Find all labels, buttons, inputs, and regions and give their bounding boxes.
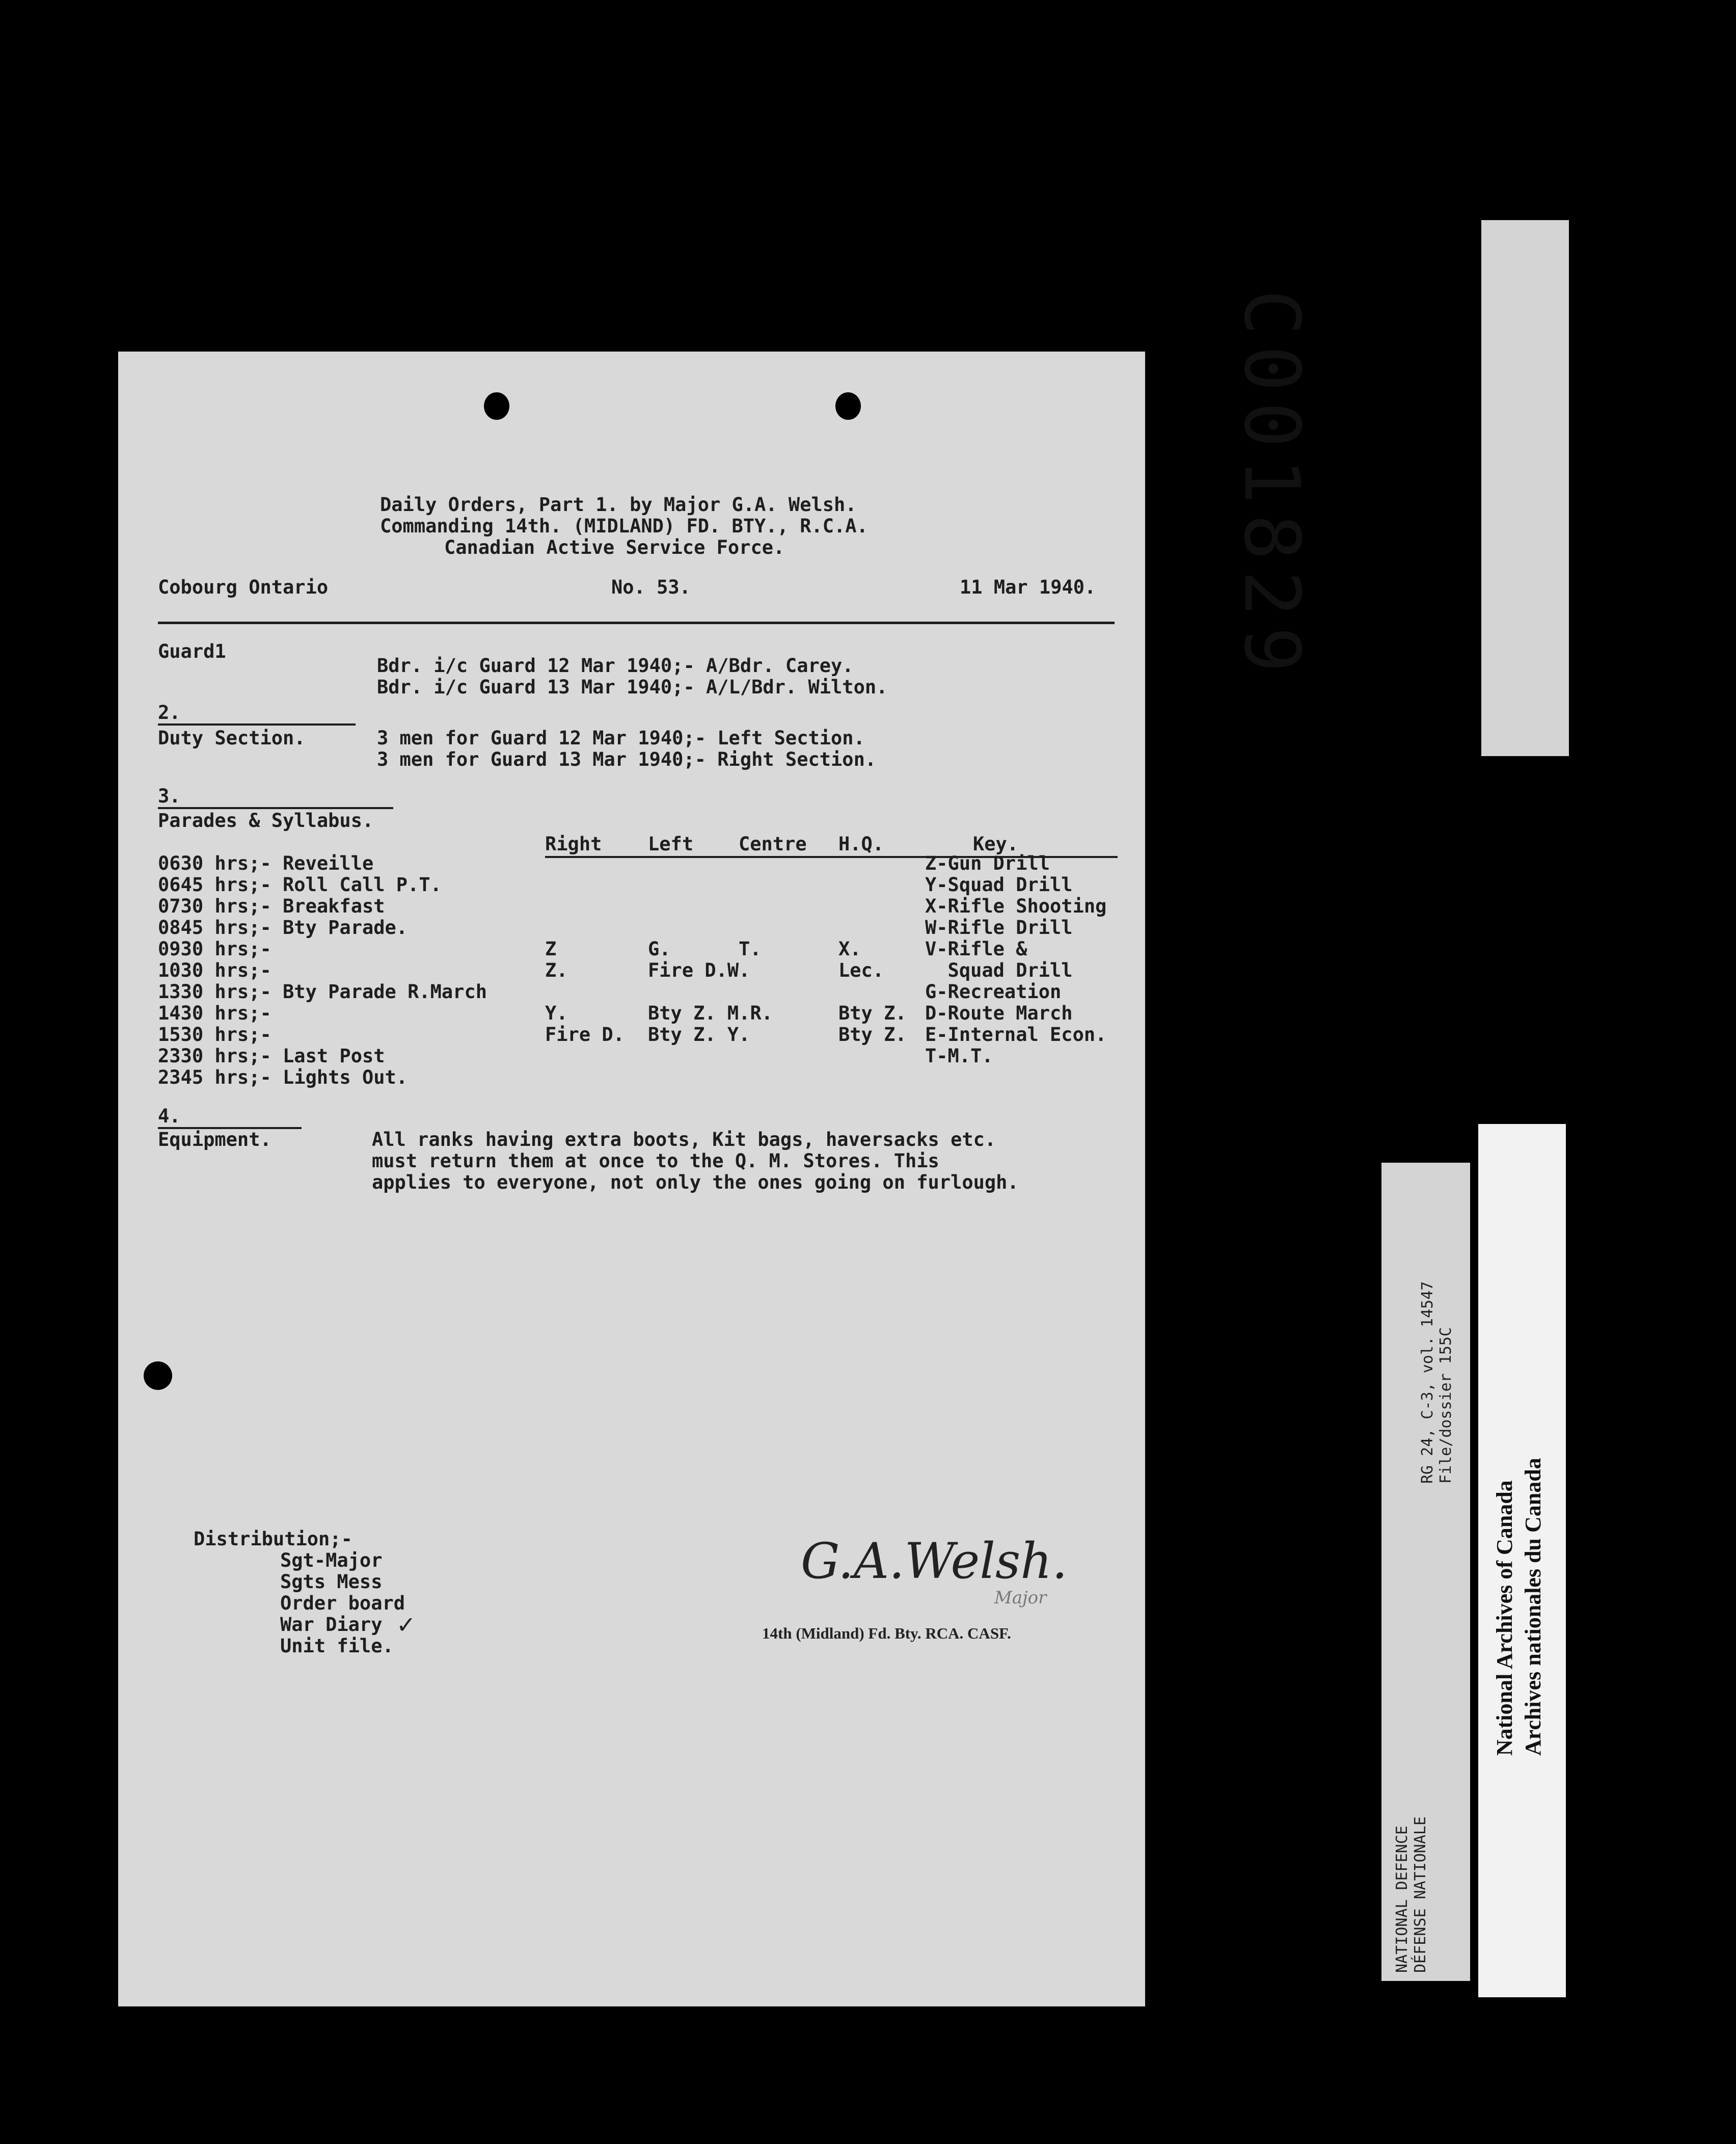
- hq-cell: Lec.: [838, 959, 884, 981]
- parades-underline: [158, 807, 393, 809]
- key-item: W-Rifle Drill: [925, 917, 1073, 939]
- order-date: 11 Mar 1940.: [960, 576, 1096, 598]
- key-item: E-Internal Econ.: [925, 1024, 1107, 1046]
- distribution-item: Sgt-Major: [280, 1549, 383, 1571]
- guard-line-2: Bdr. i/c Guard 13 Mar 1940;- A/L/Bdr. Wilton.: [377, 676, 888, 698]
- time-row: 0645 hrs;- Roll Call P.T.: [158, 874, 442, 896]
- col-header-centre: Centre: [739, 833, 807, 855]
- duty-line-2: 3 men for Guard 13 Mar 1940;- Right Section.: [377, 748, 877, 770]
- key-item: Squad Drill: [925, 959, 1073, 981]
- distribution-item: War Diary: [280, 1614, 383, 1636]
- equipment-label: Equipment.: [158, 1129, 272, 1150]
- time-row: 0730 hrs;- Breakfast: [158, 895, 385, 917]
- time-row: 0630 hrs;- Reveille: [158, 852, 374, 874]
- equipment-line-3: applies to everyone, not only the ones going on furlough.: [372, 1171, 1019, 1193]
- left-cell: Bty Z. Y.: [648, 1024, 750, 1046]
- col-header-key: Key.: [973, 833, 1019, 855]
- left-cell: Bty Z. M.R.: [648, 1002, 773, 1024]
- duty-underline: [158, 723, 356, 726]
- defence-line-2: DÉFENSE NATIONALE: [1412, 1816, 1429, 1973]
- duty-number: 2.: [158, 702, 181, 723]
- time-row: 2345 hrs;- Lights Out.: [158, 1066, 408, 1088]
- header-line-1: Daily Orders, Part 1. by Major G.A. Welsh.: [380, 494, 857, 516]
- key-item: Y-Squad Drill: [925, 874, 1073, 896]
- distribution-item: Unit file.: [280, 1635, 394, 1657]
- time-row: 1330 hrs;- Bty Parade R.March: [158, 981, 487, 1003]
- time-row: 1530 hrs;-: [158, 1024, 272, 1046]
- hq-cell: Bty Z.: [838, 1002, 907, 1024]
- centre-cell: T.: [739, 938, 762, 960]
- right-cell: Y.: [545, 1002, 568, 1024]
- archives-label-card: [1478, 1124, 1566, 1997]
- distribution-item: Order board: [280, 1592, 405, 1614]
- parades-label: Parades & Syllabus.: [158, 810, 374, 832]
- signature: G.A.Welsh.: [801, 1533, 1068, 1590]
- key-item: X-Rifle Shooting: [925, 895, 1107, 917]
- key-item: Z-Gun Drill: [925, 852, 1050, 874]
- guard-label: Guard1: [158, 640, 226, 662]
- signature-unit: 14th (Midland) Fd. Bty. RCA. CASF.: [762, 1624, 1011, 1642]
- left-cell: G.: [648, 938, 671, 960]
- equipment-number: 4.: [158, 1105, 181, 1127]
- equipment-line-2: must return them at once to the Q. M. Stores. This: [372, 1150, 939, 1172]
- hq-cell: Bty Z.: [838, 1024, 907, 1046]
- reel-number-strip: [1481, 220, 1569, 756]
- punch-hole-left: [484, 392, 509, 420]
- punch-hole-side: [144, 1361, 172, 1390]
- time-row: 0930 hrs;-: [158, 938, 272, 960]
- right-cell: Z: [545, 938, 557, 960]
- signature-rank: Major: [994, 1588, 1047, 1608]
- place: Cobourg Ontario: [158, 576, 329, 598]
- parades-number: 3.: [158, 785, 181, 807]
- header-line-3: Canadian Active Service Force.: [444, 537, 785, 558]
- punch-hole-right: [835, 392, 861, 420]
- archives-line-1: National Archives of Canada: [1492, 1480, 1517, 1756]
- key-item: V-Rifle &: [925, 938, 1027, 960]
- archives-line-2: Archives nationales du Canada: [1521, 1458, 1545, 1756]
- order-number: No. 53.: [611, 576, 691, 598]
- right-cell: Fire D.: [545, 1024, 625, 1046]
- key-item: T-M.T.: [925, 1045, 993, 1067]
- distribution-label: Distribution;-: [194, 1528, 352, 1550]
- col-header-hq: H.Q.: [838, 833, 884, 855]
- reference-line-2: File/dossier 155C: [1437, 1327, 1455, 1484]
- time-row: 0845 hrs;- Bty Parade.: [158, 917, 408, 939]
- time-row: 1430 hrs;-: [158, 1002, 272, 1024]
- defence-label-card: [1381, 1163, 1470, 1981]
- document-page: [118, 352, 1145, 2006]
- checkmark-icon: ✓: [396, 1611, 416, 1639]
- left-cell: Fire D.W.: [648, 959, 750, 981]
- key-item: D-Route March: [925, 1002, 1073, 1024]
- header-divider: [158, 622, 1115, 624]
- col-header-left: Left: [648, 833, 694, 855]
- equipment-line-1: All ranks having extra boots, Kit bags, haversacks etc.: [372, 1129, 996, 1150]
- right-cell: Z.: [545, 959, 568, 981]
- duty-line-1: 3 men for Guard 12 Mar 1940;- Left Section.: [377, 727, 865, 749]
- reel-number: C001829: [1227, 289, 1316, 683]
- time-row: 2330 hrs;- Last Post: [158, 1045, 385, 1067]
- header-line-2: Commanding 14th. (MIDLAND) FD. BTY., R.C.A.: [380, 515, 868, 537]
- col-header-right: Right: [545, 833, 602, 855]
- duty-label: Duty Section.: [158, 727, 306, 749]
- guard-line-1: Bdr. i/c Guard 12 Mar 1940;- A/Bdr. Carey.: [377, 655, 854, 677]
- key-item: G-Recreation: [925, 981, 1062, 1003]
- distribution-item: Sgts Mess: [280, 1571, 383, 1593]
- hq-cell: X.: [838, 938, 861, 960]
- time-row: 1030 hrs;-: [158, 959, 272, 981]
- defence-line-1: NATIONAL DEFENCE: [1393, 1826, 1411, 1973]
- reference-line-1: RG 24, C-3, vol. 14547: [1419, 1281, 1436, 1484]
